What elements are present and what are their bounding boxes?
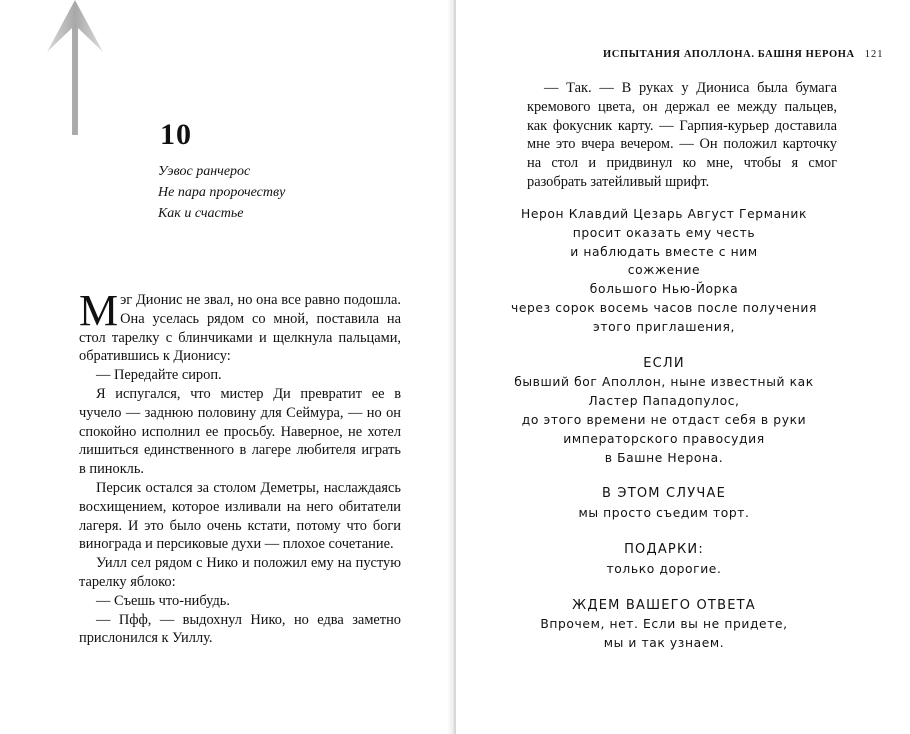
paragraph-text: эг Дионис не звал, но она все равно подошла. Она уселась рядом со мной, поставила на стол тарелку с блинчиками и щелкнула пальцами, обратившись к Дионису: <box>79 292 401 365</box>
paragraph: Я испугался, что мистер Ди превратит ее в чучело — заднюю половину для Сеймура, — но он спокойно исполнил ее просьбу. Наверное, не хотел лишиться единственного в лагере любителя играть в пинокль. <box>79 385 401 478</box>
paragraph: — Пфф, — выдохнул Нико, но едва заметно прислонился к Уиллу. <box>79 611 401 647</box>
invitation-line: императорского правосудия <box>563 431 765 446</box>
chapter-body <box>79 286 401 648</box>
invitation-line: сожжение <box>627 263 701 278</box>
paragraph <box>79 286 401 366</box>
paragraph: Персик остался за столом Деметры, наслаждаясь восхищением, которое изливали на него обитатели лагеря. И это было очень кстати, потому что боги винограда и персиковые духи — плохое сочетание. <box>79 479 401 553</box>
drop-cap: М <box>79 286 119 335</box>
invitation-line: и наблюдать вместе с ним <box>570 244 758 259</box>
invitation-heading: ПОДАРКИ: <box>624 541 704 557</box>
invitation-heading: ЕСЛИ <box>643 355 685 371</box>
running-head <box>603 49 883 60</box>
right-body <box>527 79 837 192</box>
paragraph: — Передайте сироп. <box>96 367 222 384</box>
arrow-ornament-icon <box>45 0 105 135</box>
epigraph-line: Не пара пророчеству <box>158 185 286 200</box>
invitation-line: Нерон Клавдий Цезарь Август Германик <box>521 207 807 221</box>
invitation-line: просит оказать ему честь <box>572 225 756 240</box>
paragraph: — Съешь что-нибудь. <box>96 592 230 609</box>
invitation-line: в Башне Нерона. <box>604 450 724 465</box>
page-number: 121 <box>864 49 884 60</box>
paragraph: — Так. — В руках у Диониса была бумага кремового цвета, он держал ее между пальцев, как фокусник карту. — Гарпия-курьер доставила мне это вчера вечером. — Он положил карточку на стол и придвинул ко мне, чтобы я смог разобрать затейливый шрифт. <box>527 80 837 190</box>
paragraph: Уилл сел рядом с Нико и положил ему на пустую тарелку яблоко: <box>79 555 401 590</box>
invitation-card <box>496 205 832 653</box>
invitation-line: Ластер Пападопулос, <box>588 394 740 409</box>
invitation-line: через сорок восемь часов после получения <box>511 300 817 315</box>
epigraph <box>158 161 285 224</box>
invitation-line: этого приглашения, <box>593 319 735 334</box>
invitation-line: только дорогие. <box>606 561 722 576</box>
invitation-line: мы и так узнаем. <box>603 636 725 651</box>
invitation-heading: В ЭТОМ СЛУЧАЕ <box>601 486 727 502</box>
invitation-line: бывший бог Аполлон, ныне известный как <box>514 375 814 390</box>
invitation-line: большого Нью-Йорка <box>589 282 739 297</box>
invitation-heading: ЖДЕМ ВАШЕГО ОТВЕТА <box>572 597 756 613</box>
running-head-title: ИСПЫТАНИЯ АПОЛЛОНА. БАШНЯ НЕРОНА <box>603 49 855 60</box>
invitation-line: Впрочем, нет. Если вы не придете, <box>540 617 788 632</box>
invitation-line: до этого времени не отдаст себя в руки <box>521 412 807 427</box>
epigraph-line: Уэвос ранчерос <box>158 164 251 179</box>
epigraph-line: Как и счастье <box>158 206 244 221</box>
invitation-line: мы просто съедим торт. <box>578 506 750 521</box>
chapter-number: 10 <box>160 118 192 151</box>
